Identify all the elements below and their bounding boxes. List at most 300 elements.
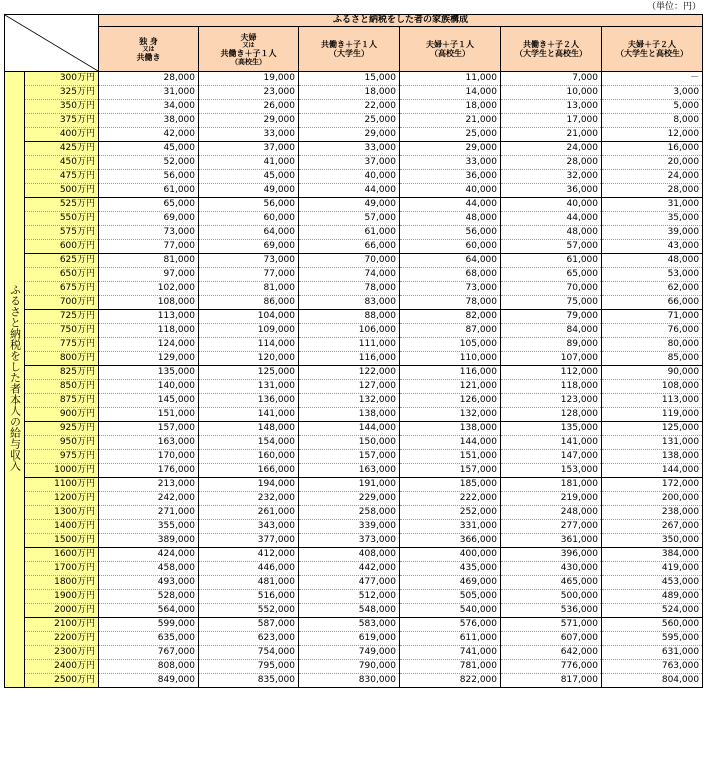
limit-value-cell: 44,000: [501, 212, 602, 226]
table-row: [5, 450, 703, 464]
limit-value-cell: 21,000: [400, 114, 501, 128]
limit-value-cell: 163,000: [299, 464, 400, 478]
limit-value-cell: 19,000: [199, 72, 299, 86]
column-header-4: [400, 27, 501, 72]
limit-value-cell: 82,000: [400, 310, 501, 324]
table-row: [5, 254, 703, 268]
limit-value-cell: 40,000: [400, 184, 501, 198]
table-row: [5, 576, 703, 590]
limit-value-cell: 157,000: [299, 450, 400, 464]
table-row: [5, 352, 703, 366]
limit-value-cell: 446,000: [199, 562, 299, 576]
limit-value-cell: 77,000: [99, 240, 199, 254]
limit-value-cell: 57,000: [501, 240, 602, 254]
income-cell: 750万円: [25, 324, 99, 338]
income-cell: 1300万円: [25, 506, 99, 520]
limit-value-cell: 128,000: [501, 408, 602, 422]
furusato-limit-table: [4, 14, 703, 688]
limit-value-cell: 200,000: [602, 492, 703, 506]
table-row: [5, 632, 703, 646]
table-row: [5, 282, 703, 296]
column-header-main: 夫婦＋子１人: [426, 40, 474, 50]
column-header-main: 夫婦＋子２人: [628, 40, 677, 50]
limit-value-cell: 42,000: [99, 128, 199, 142]
limit-value-cell: 248,000: [501, 506, 602, 520]
limit-value-cell: 749,000: [299, 646, 400, 660]
limit-value-cell: 45,000: [99, 142, 199, 156]
limit-value-cell: 524,000: [602, 604, 703, 618]
limit-value-cell: 53,000: [602, 268, 703, 282]
table-row: [5, 492, 703, 506]
income-cell: 575万円: [25, 226, 99, 240]
limit-value-cell: 44,000: [299, 184, 400, 198]
limit-value-cell: 71,000: [602, 310, 703, 324]
table-row: [5, 548, 703, 562]
limit-value-cell: 7,000: [501, 72, 602, 86]
limit-value-cell: 140,000: [99, 380, 199, 394]
limit-value-cell: 424,000: [99, 548, 199, 562]
limit-value-cell: 144,000: [299, 422, 400, 436]
limit-value-cell: 86,000: [199, 296, 299, 310]
limit-value-cell: 118,000: [501, 380, 602, 394]
limit-value-cell: 642,000: [501, 646, 602, 660]
column-header-sub: （高校生）: [430, 49, 470, 59]
limit-value-cell: 213,000: [99, 478, 199, 492]
limit-value-cell: 102,000: [99, 282, 199, 296]
limit-value-cell: 442,000: [299, 562, 400, 576]
limit-value-cell: 74,000: [299, 268, 400, 282]
limit-value-cell: 26,000: [199, 100, 299, 114]
limit-value-cell: 804,000: [602, 674, 703, 688]
corner-cell: [5, 15, 99, 72]
limit-value-cell: 144,000: [400, 436, 501, 450]
limit-value-cell: 808,000: [99, 660, 199, 674]
limit-value-cell: 150,000: [299, 436, 400, 450]
limit-value-cell: 66,000: [602, 296, 703, 310]
limit-value-cell: 126,000: [400, 394, 501, 408]
income-cell: 950万円: [25, 436, 99, 450]
limit-value-cell: 849,000: [99, 674, 199, 688]
limit-value-cell: 73,000: [99, 226, 199, 240]
limit-value-cell: 24,000: [501, 142, 602, 156]
limit-value-cell: 15,000: [299, 72, 400, 86]
column-header-6: [602, 27, 703, 72]
table-row: [5, 114, 703, 128]
limit-value-cell: 61,000: [501, 254, 602, 268]
limit-value-cell: 112,000: [501, 366, 602, 380]
limit-value-cell: 40,000: [299, 170, 400, 184]
limit-value-cell: 68,000: [400, 268, 501, 282]
limit-value-cell: 377,000: [199, 534, 299, 548]
limit-value-cell: 412,000: [199, 548, 299, 562]
column-header-note: 又は: [242, 41, 255, 49]
table-row: [5, 646, 703, 660]
limit-value-cell: 37,000: [199, 142, 299, 156]
limit-value-cell: 185,000: [400, 478, 501, 492]
income-cell: 850万円: [25, 380, 99, 394]
column-header-main: 共働き＋子１人: [321, 40, 377, 50]
income-cell: 350万円: [25, 100, 99, 114]
limit-value-cell: 88,000: [299, 310, 400, 324]
column-header-1: [99, 27, 199, 72]
limit-value-cell: 121,000: [400, 380, 501, 394]
limit-value-cell: 29,000: [299, 128, 400, 142]
table-row: [5, 478, 703, 492]
limit-value-cell: 261,000: [199, 506, 299, 520]
limit-value-cell: 39,000: [602, 226, 703, 240]
column-header-note: 又は: [142, 45, 155, 53]
table-row: [5, 338, 703, 352]
limit-value-cell: 157,000: [99, 422, 199, 436]
limit-value-cell: 106,000: [299, 324, 400, 338]
limit-value-cell: 389,000: [99, 534, 199, 548]
limit-value-cell: 111,000: [299, 338, 400, 352]
income-cell: 425万円: [25, 142, 99, 156]
income-cell: 450万円: [25, 156, 99, 170]
limit-value-cell: 28,000: [99, 72, 199, 86]
limit-value-cell: 5,000: [602, 100, 703, 114]
limit-value-cell: 458,000: [99, 562, 199, 576]
limit-value-cell: 419,000: [602, 562, 703, 576]
income-cell: 1700万円: [25, 562, 99, 576]
limit-value-cell: 469,000: [400, 576, 501, 590]
limit-value-cell: 536,000: [501, 604, 602, 618]
limit-value-cell: 18,000: [400, 100, 501, 114]
limit-value-cell: 160,000: [199, 450, 299, 464]
limit-value-cell: 64,000: [400, 254, 501, 268]
limit-value-cell: 45,000: [199, 170, 299, 184]
limit-value-cell: 125,000: [602, 422, 703, 436]
limit-value-cell: 110,000: [400, 352, 501, 366]
limit-value-cell: 822,000: [400, 674, 501, 688]
limit-value-cell: 763,000: [602, 660, 703, 674]
limit-value-cell: 29,000: [400, 142, 501, 156]
limit-value-cell: 97,000: [99, 268, 199, 282]
side-label-cell: [5, 72, 25, 688]
income-cell: 800万円: [25, 352, 99, 366]
table-row: [5, 324, 703, 338]
limit-value-cell: 500,000: [501, 590, 602, 604]
limit-value-cell: 48,000: [501, 226, 602, 240]
limit-value-cell: 560,000: [602, 618, 703, 632]
limit-value-cell: 33,000: [299, 142, 400, 156]
limit-value-cell: 148,000: [199, 422, 299, 436]
limit-value-cell: 776,000: [501, 660, 602, 674]
limit-value-cell: 430,000: [501, 562, 602, 576]
limit-value-cell: 80,000: [602, 338, 703, 352]
limit-value-cell: 623,000: [199, 632, 299, 646]
limit-value-cell: 79,000: [501, 310, 602, 324]
limit-value-cell: 41,000: [199, 156, 299, 170]
table-row: [5, 380, 703, 394]
limit-value-cell: 181,000: [501, 478, 602, 492]
table-row: [5, 86, 703, 100]
income-cell: 625万円: [25, 254, 99, 268]
income-cell: 2200万円: [25, 632, 99, 646]
limit-value-cell: 540,000: [400, 604, 501, 618]
limit-value-cell: 343,000: [199, 520, 299, 534]
table-row: [5, 212, 703, 226]
limit-value-cell: 17,000: [501, 114, 602, 128]
table-row: [5, 198, 703, 212]
limit-value-cell: 48,000: [602, 254, 703, 268]
limit-value-cell: 125,000: [199, 366, 299, 380]
income-cell: 1900万円: [25, 590, 99, 604]
limit-value-cell: 477,000: [299, 576, 400, 590]
limit-value-cell: 373,000: [299, 534, 400, 548]
limit-value-cell: 34,000: [99, 100, 199, 114]
limit-value-cell: 28,000: [602, 184, 703, 198]
income-cell: 825万円: [25, 366, 99, 380]
limit-value-cell: 36,000: [400, 170, 501, 184]
limit-value-cell: 396,000: [501, 548, 602, 562]
table-row: [5, 520, 703, 534]
income-cell: 1800万円: [25, 576, 99, 590]
limit-value-cell: 37,000: [299, 156, 400, 170]
limit-value-cell: 481,000: [199, 576, 299, 590]
limit-value-cell: 132,000: [400, 408, 501, 422]
limit-value-cell: 754,000: [199, 646, 299, 660]
income-cell: 1400万円: [25, 520, 99, 534]
table-row: [5, 156, 703, 170]
limit-value-cell: 25,000: [400, 128, 501, 142]
limit-value-cell: 528,000: [99, 590, 199, 604]
income-cell: 1500万円: [25, 534, 99, 548]
limit-value-cell: 87,000: [400, 324, 501, 338]
limit-value-cell: 119,000: [602, 408, 703, 422]
diagonal-line: [5, 15, 98, 71]
limit-value-cell: 191,000: [299, 478, 400, 492]
limit-value-cell: 599,000: [99, 618, 199, 632]
limit-value-cell: 66,000: [299, 240, 400, 254]
limit-value-cell: 83,000: [299, 296, 400, 310]
limit-value-cell: 13,000: [501, 100, 602, 114]
table-row: [5, 534, 703, 548]
limit-value-cell: 135,000: [99, 366, 199, 380]
limit-value-cell: 40,000: [501, 198, 602, 212]
limit-value-cell: 172,000: [602, 478, 703, 492]
limit-value-cell: 331,000: [400, 520, 501, 534]
table-row: [5, 128, 703, 142]
limit-value-cell: 123,000: [501, 394, 602, 408]
limit-value-cell: 11,000: [400, 72, 501, 86]
limit-value-cell: 75,000: [501, 296, 602, 310]
column-header-5: [501, 27, 602, 72]
limit-value-cell: －: [602, 72, 703, 86]
table-row: [5, 464, 703, 478]
limit-value-cell: 830,000: [299, 674, 400, 688]
table-row: [5, 226, 703, 240]
limit-value-cell: 151,000: [99, 408, 199, 422]
limit-value-cell: 131,000: [199, 380, 299, 394]
limit-value-cell: 619,000: [299, 632, 400, 646]
limit-value-cell: 89,000: [501, 338, 602, 352]
limit-value-cell: 69,000: [199, 240, 299, 254]
limit-value-cell: 277,000: [501, 520, 602, 534]
limit-value-cell: 516,000: [199, 590, 299, 604]
table-row: [5, 506, 703, 520]
limit-value-cell: 790,000: [299, 660, 400, 674]
income-cell: 475万円: [25, 170, 99, 184]
table-row: [5, 674, 703, 688]
limit-value-cell: 583,000: [299, 618, 400, 632]
limit-value-cell: 154,000: [199, 436, 299, 450]
limit-value-cell: 44,000: [400, 198, 501, 212]
limit-value-cell: 153,000: [501, 464, 602, 478]
table-row: [5, 184, 703, 198]
table-row: [5, 590, 703, 604]
limit-value-cell: 795,000: [199, 660, 299, 674]
limit-value-cell: 355,000: [99, 520, 199, 534]
limit-value-cell: 69,000: [99, 212, 199, 226]
column-header-main: 独 身: [139, 36, 158, 46]
income-cell: 500万円: [25, 184, 99, 198]
limit-value-cell: 21,000: [501, 128, 602, 142]
limit-value-cell: 56,000: [99, 170, 199, 184]
limit-value-cell: 108,000: [99, 296, 199, 310]
table-row: [5, 366, 703, 380]
income-cell: 700万円: [25, 296, 99, 310]
column-header-main: 共働き＋子２人: [523, 40, 579, 50]
limit-value-cell: 3,000: [602, 86, 703, 100]
limit-value-cell: 118,000: [99, 324, 199, 338]
limit-value-cell: 20,000: [602, 156, 703, 170]
income-cell: 2400万円: [25, 660, 99, 674]
limit-value-cell: 56,000: [400, 226, 501, 240]
limit-value-cell: 384,000: [602, 548, 703, 562]
table-row: [5, 72, 703, 86]
limit-value-cell: 157,000: [400, 464, 501, 478]
limit-value-cell: 242,000: [99, 492, 199, 506]
table-row: [5, 268, 703, 282]
income-cell: 675万円: [25, 282, 99, 296]
column-header-sub2: （高校生）: [231, 57, 266, 66]
limit-value-cell: 104,000: [199, 310, 299, 324]
limit-value-cell: 60,000: [199, 212, 299, 226]
limit-value-cell: 144,000: [602, 464, 703, 478]
limit-value-cell: 267,000: [602, 520, 703, 534]
limit-value-cell: 138,000: [400, 422, 501, 436]
limit-value-cell: 78,000: [299, 282, 400, 296]
table-row: [5, 310, 703, 324]
limit-value-cell: 366,000: [400, 534, 501, 548]
limit-value-cell: 60,000: [400, 240, 501, 254]
limit-value-cell: 564,000: [99, 604, 199, 618]
limit-value-cell: 64,000: [199, 226, 299, 240]
table-row: [5, 436, 703, 450]
limit-value-cell: 548,000: [299, 604, 400, 618]
limit-value-cell: 465,000: [501, 576, 602, 590]
table-row: [5, 170, 703, 184]
limit-value-cell: 33,000: [400, 156, 501, 170]
limit-value-cell: 10,000: [501, 86, 602, 100]
limit-value-cell: 32,000: [501, 170, 602, 184]
limit-value-cell: 25,000: [299, 114, 400, 128]
limit-value-cell: 512,000: [299, 590, 400, 604]
limit-value-cell: 113,000: [602, 394, 703, 408]
limit-value-cell: 400,000: [400, 548, 501, 562]
limit-value-cell: 23,000: [199, 86, 299, 100]
limit-value-cell: 48,000: [400, 212, 501, 226]
limit-value-cell: 141,000: [501, 436, 602, 450]
limit-value-cell: 77,000: [199, 268, 299, 282]
income-cell: 975万円: [25, 450, 99, 464]
limit-value-cell: 408,000: [299, 548, 400, 562]
table-row: [5, 296, 703, 310]
limit-value-cell: 141,000: [199, 408, 299, 422]
limit-value-cell: 781,000: [400, 660, 501, 674]
limit-value-cell: 238,000: [602, 506, 703, 520]
limit-value-cell: 170,000: [99, 450, 199, 464]
income-cell: 600万円: [25, 240, 99, 254]
column-header-main: 夫婦: [240, 32, 257, 42]
limit-value-cell: 108,000: [602, 380, 703, 394]
limit-value-cell: 65,000: [501, 268, 602, 282]
limit-value-cell: 105,000: [400, 338, 501, 352]
limit-value-cell: 124,000: [99, 338, 199, 352]
limit-value-cell: 116,000: [299, 352, 400, 366]
limit-value-cell: 36,000: [501, 184, 602, 198]
limit-value-cell: 49,000: [299, 198, 400, 212]
income-cell: 300万円: [25, 72, 99, 86]
limit-value-cell: 145,000: [99, 394, 199, 408]
limit-value-cell: 62,000: [602, 282, 703, 296]
limit-value-cell: 43,000: [602, 240, 703, 254]
limit-value-cell: 131,000: [602, 436, 703, 450]
limit-value-cell: 120,000: [199, 352, 299, 366]
column-header-sub: （大学生）: [329, 49, 369, 59]
income-cell: 1200万円: [25, 492, 99, 506]
column-header-sub: （大学生と高校生）: [515, 49, 587, 59]
limit-value-cell: 166,000: [199, 464, 299, 478]
income-cell: 550万円: [25, 212, 99, 226]
limit-value-cell: 607,000: [501, 632, 602, 646]
limit-value-cell: 587,000: [199, 618, 299, 632]
income-cell: 775万円: [25, 338, 99, 352]
limit-value-cell: 16,000: [602, 142, 703, 156]
limit-value-cell: 61,000: [299, 226, 400, 240]
limit-value-cell: 493,000: [99, 576, 199, 590]
table-row: [5, 100, 703, 114]
limit-value-cell: 24,000: [602, 170, 703, 184]
limit-value-cell: 339,000: [299, 520, 400, 534]
income-cell: 525万円: [25, 198, 99, 212]
income-cell: 1000万円: [25, 464, 99, 478]
limit-value-cell: 361,000: [501, 534, 602, 548]
limit-value-cell: 18,000: [299, 86, 400, 100]
limit-value-cell: 252,000: [400, 506, 501, 520]
limit-value-cell: 135,000: [501, 422, 602, 436]
limit-value-cell: 138,000: [299, 408, 400, 422]
limit-value-cell: 576,000: [400, 618, 501, 632]
limit-value-cell: 258,000: [299, 506, 400, 520]
limit-value-cell: 631,000: [602, 646, 703, 660]
limit-value-cell: 14,000: [400, 86, 501, 100]
limit-value-cell: 635,000: [99, 632, 199, 646]
limit-value-cell: 271,000: [99, 506, 199, 520]
table-row: [5, 240, 703, 254]
limit-value-cell: 232,000: [199, 492, 299, 506]
limit-value-cell: 350,000: [602, 534, 703, 548]
limit-value-cell: 73,000: [199, 254, 299, 268]
limit-value-cell: 57,000: [299, 212, 400, 226]
column-header-sub: 共働き: [136, 52, 161, 62]
limit-value-cell: 132,000: [299, 394, 400, 408]
limit-value-cell: 109,000: [199, 324, 299, 338]
limit-value-cell: 70,000: [501, 282, 602, 296]
limit-value-cell: 78,000: [400, 296, 501, 310]
limit-value-cell: 122,000: [299, 366, 400, 380]
